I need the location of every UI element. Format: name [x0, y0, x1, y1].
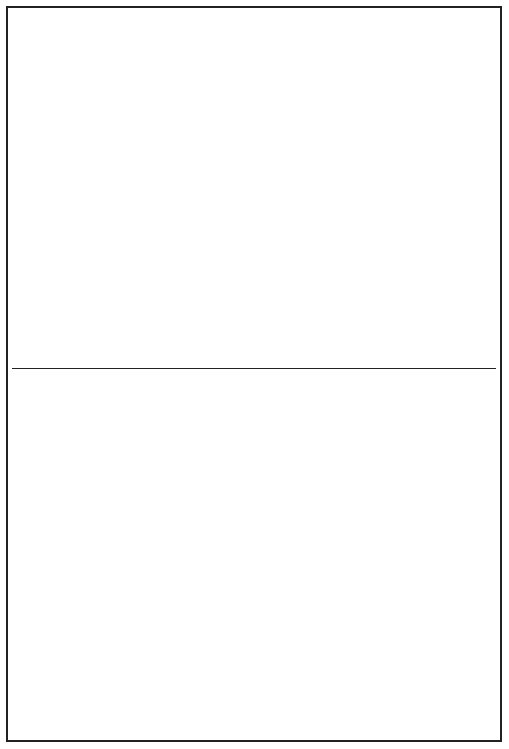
upper-text-block: [12, 16, 496, 369]
lower-text-block: [12, 369, 496, 734]
